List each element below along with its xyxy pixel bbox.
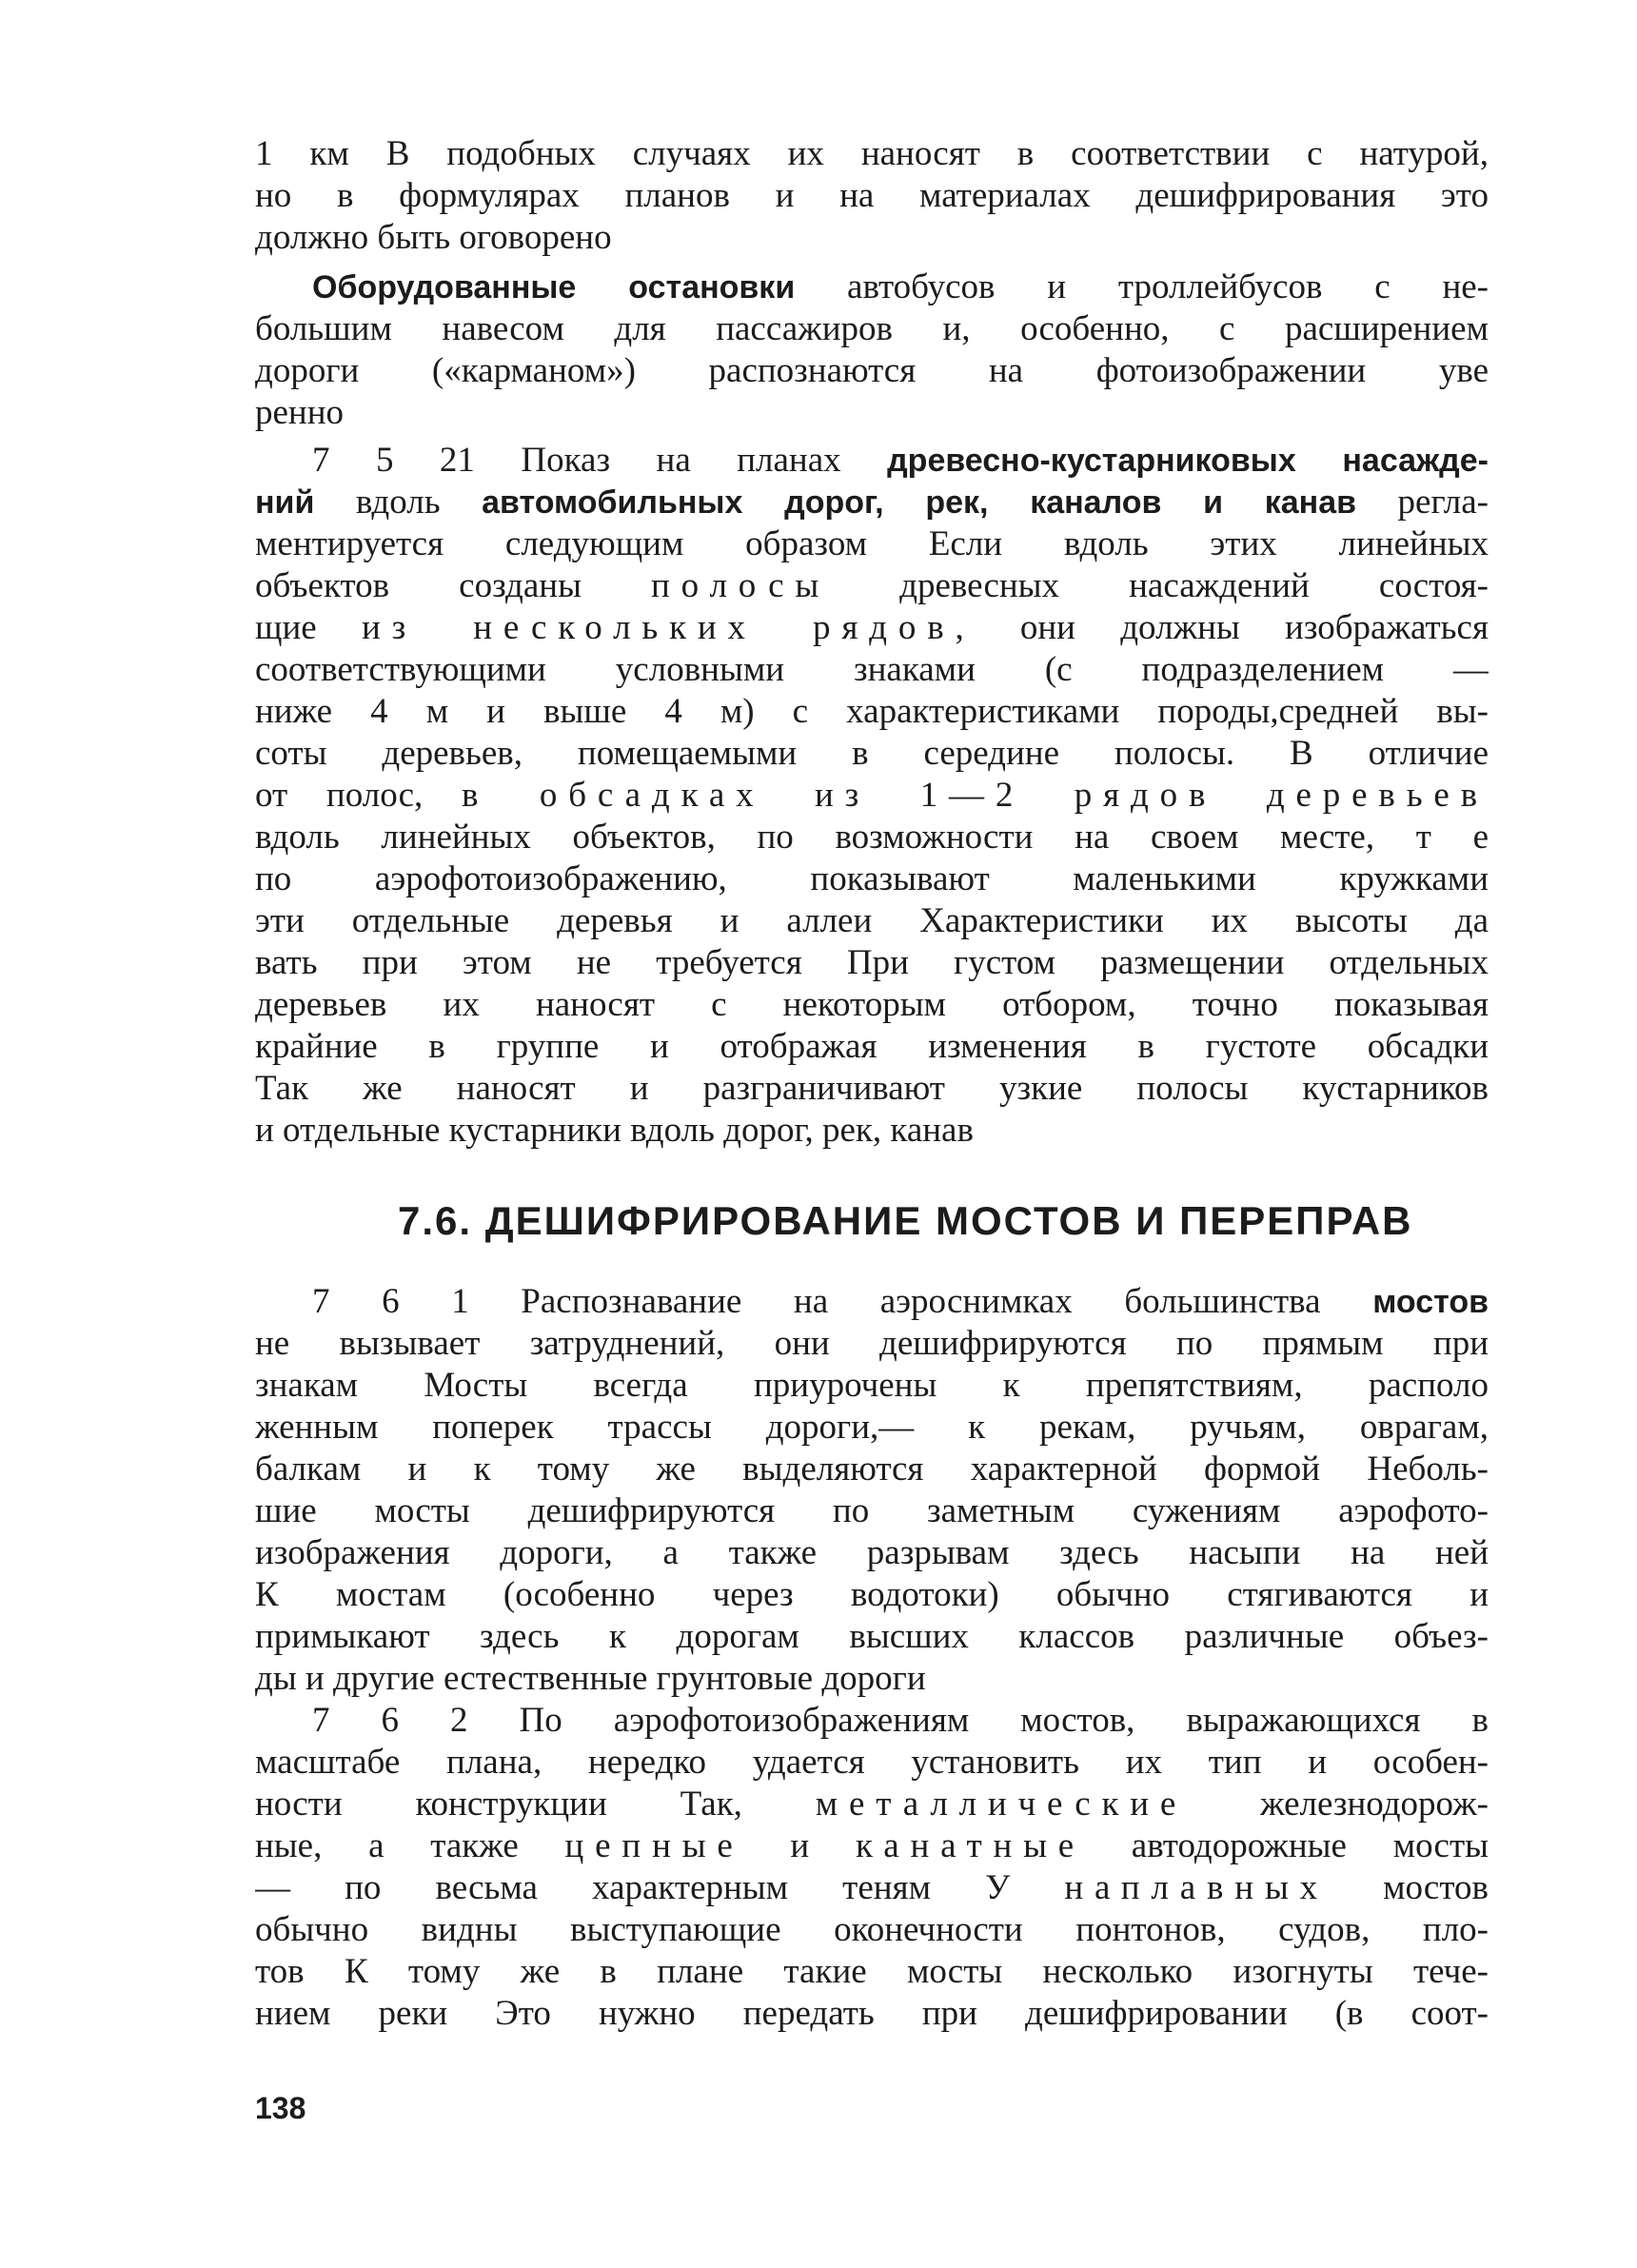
text-line bbox=[255, 482, 1489, 523]
text-line bbox=[255, 1784, 1489, 1825]
text-line: Так же наносят и разграничивают узкие полосы кустарников bbox=[255, 1069, 1489, 1108]
text-line: ды и другие естественные грунтовые дороги bbox=[255, 1659, 926, 1698]
page-number: 138 bbox=[255, 2091, 306, 2125]
text-line: изображения дороги, а также разрывам здесь насыпи на ней bbox=[255, 1533, 1489, 1572]
text-line: вать при этом не требуется При густом размещении отдельных bbox=[255, 943, 1489, 982]
text-line: дороги («карманом») распознаются на фотоизображении уве bbox=[255, 351, 1489, 390]
text-line: 1 км В подобных случаях их наносят в соответствии с натурой, bbox=[255, 134, 1489, 173]
text-line: крайние в группе и отображая изменения в густоте обсадки bbox=[255, 1027, 1489, 1066]
text-line bbox=[255, 1825, 1489, 1867]
spaced-term: канатные bbox=[855, 1826, 1086, 1865]
text-run: древесных насаждений состоя- bbox=[830, 566, 1489, 605]
text-line: не вызывает затруднений, они дешифрируются по прямым при bbox=[255, 1324, 1489, 1363]
text-line bbox=[255, 607, 1489, 649]
text-run: от полос, bbox=[255, 776, 463, 815]
spaced-term: в обсадках из 1—2 рядов деревьев bbox=[462, 776, 1489, 815]
bold-term: автомобильных дорог, рек, каналов и канав bbox=[482, 484, 1357, 521]
text-line bbox=[255, 440, 1489, 482]
text-line: К мостам (особенно через водотоки) обычно стягиваются и bbox=[255, 1575, 1489, 1614]
text-line bbox=[255, 1867, 1489, 1909]
text-line: по аэрофотоизображению, показывают маленькими кружками bbox=[255, 859, 1489, 898]
text-line: соответствующими условными знаками (с подразделением — bbox=[255, 650, 1489, 689]
text-line: и отдельные кустарники вдоль дорог, рек, канав bbox=[255, 1111, 974, 1150]
text-line: ментируется следующим образом Если вдоль этих линейных bbox=[255, 524, 1489, 563]
text-line: обычно видны выступающие оконечности понтонов, судов, пло- bbox=[255, 1910, 1489, 1949]
text-line: балкам и к тому же выделяются характерной формой Неболь- bbox=[255, 1450, 1489, 1489]
text-run: ности конструкции Так, bbox=[255, 1785, 816, 1824]
text-line: женным поперек трассы дороги,— к рекам, ручьям, оврагам, bbox=[255, 1408, 1489, 1447]
text-run: объектов созданы bbox=[255, 566, 652, 605]
text-run: вдоль bbox=[314, 483, 483, 522]
text-run: мостов bbox=[1329, 1868, 1489, 1907]
text-line: должно быть оговорено bbox=[255, 218, 612, 257]
text-line: 7 6 2 По аэрофотоизображениям мостов, выражающихся в bbox=[312, 1701, 1489, 1740]
text-line: ниже 4 м и выше 4 м) с характеристиками породы,средней вы- bbox=[255, 692, 1489, 731]
bold-term: мостов bbox=[1372, 1284, 1489, 1320]
bold-term: Оборудованные остановки bbox=[312, 269, 796, 306]
text-run: щие bbox=[255, 608, 362, 647]
text-line: вдоль линейных объектов, по возможности на своем месте, т е bbox=[255, 818, 1489, 857]
spaced-term: металлические bbox=[815, 1785, 1188, 1824]
text-run: автодорожные мосты bbox=[1085, 1826, 1489, 1865]
text-line: масштабе плана, нередко удается установить их тип и особен- bbox=[255, 1743, 1489, 1782]
text-line bbox=[255, 1281, 1489, 1323]
text-run: ные, а также bbox=[255, 1826, 565, 1865]
text-line: но в формулярах планов и на материалах дешифрирования это bbox=[255, 176, 1489, 215]
text-line: ренно bbox=[255, 393, 345, 432]
text-run: и bbox=[743, 1826, 856, 1865]
spaced-term: наплавных bbox=[1064, 1868, 1329, 1907]
text-line: шие мосты дешифрируются по заметным сужениям аэрофото- bbox=[255, 1491, 1489, 1530]
paragraph-continuation bbox=[255, 133, 1489, 259]
text-line: знакам Мосты всегда приурочены к препятствиям, располо bbox=[255, 1366, 1489, 1405]
text-line: примыкают здесь к дорогам высших классов различные объез- bbox=[255, 1617, 1489, 1656]
text-run: 7 6 1 Распознавание на аэроснимках большинства bbox=[312, 1282, 1373, 1321]
text-run: они должны изображаться bbox=[975, 608, 1489, 647]
bold-term: ний bbox=[255, 484, 315, 521]
paragraph-7-6-1 bbox=[255, 1281, 1489, 1700]
text-line bbox=[255, 775, 1489, 817]
paragraph-stops bbox=[255, 266, 1489, 434]
text-line: деревьев их наносят с некоторым отбором, точно показывая bbox=[255, 985, 1489, 1024]
spaced-term: полосы bbox=[651, 566, 831, 605]
bold-term: древесно-кустарниковых насажде- bbox=[887, 443, 1489, 479]
text-run: автобусов и троллейбусов с не- bbox=[795, 267, 1489, 306]
text-line: эти отдельные деревья и аллеи Характеристики их высоты да bbox=[255, 901, 1489, 940]
spaced-term: цепные bbox=[564, 1826, 744, 1865]
paragraph-7-6-2 bbox=[255, 1700, 1489, 2035]
text-line: большим навесом для пассажиров и, особенно, с расширением bbox=[255, 309, 1489, 348]
paragraph-7-5-21 bbox=[255, 440, 1489, 1152]
text-line: тов К тому же в плане такие мосты несколько изогнуты тече- bbox=[255, 1952, 1489, 1991]
text-line bbox=[255, 266, 1489, 308]
section-heading: 7.6. ДЕШИФРИРОВАНИЕ МОСТОВ И ПЕРЕПРАВ bbox=[398, 1198, 1413, 1243]
text-line: соты деревьев, помещаемыми в середине полосы. В отличие bbox=[255, 734, 1489, 773]
spaced-term: из нескольких рядов, bbox=[361, 608, 976, 647]
text-line bbox=[255, 565, 1489, 607]
text-run: железнодорож- bbox=[1187, 1785, 1489, 1824]
text-run: — по весьма характерным теням У bbox=[255, 1868, 1065, 1907]
text-run: 7 5 21 Показ на планах bbox=[312, 441, 888, 480]
text-line: нием реки Это нужно передать при дешифрировании (в соот- bbox=[255, 1994, 1489, 2033]
text-run: регла- bbox=[1356, 483, 1489, 522]
